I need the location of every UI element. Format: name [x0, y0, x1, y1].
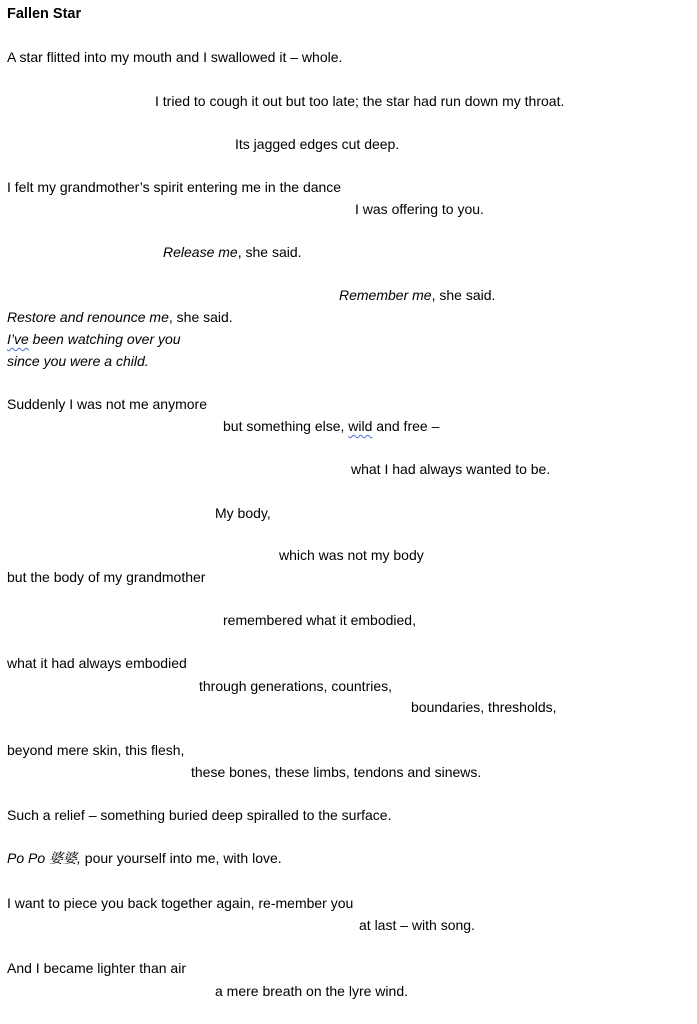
poem-text: , she said.	[237, 244, 302, 260]
poem-line: beyond mere skin, this flesh,	[7, 742, 185, 758]
poem-line: I want to piece you back together again, re-member you	[7, 895, 354, 911]
poem-text: and free –	[372, 418, 440, 434]
poem-line: at last – with song.	[359, 917, 475, 933]
poem-line: which was not my body	[279, 547, 424, 563]
poem-text: pour yourself into me, with love.	[80, 850, 282, 866]
poem-line: I was offering to you.	[355, 201, 484, 217]
poem-line: a mere breath on the lyre wind.	[215, 983, 408, 999]
poem-line: A star flitted into my mouth and I swallowed it – whole.	[7, 49, 343, 65]
poem-line: what I had always wanted to be.	[351, 461, 551, 477]
poem-line	[7, 849, 282, 867]
poem-text: , she said.	[168, 309, 233, 325]
italic-text: Remember me	[339, 287, 432, 303]
poem-text: , she said.	[431, 287, 496, 303]
spellcheck-word[interactable]: I’ve	[7, 331, 29, 347]
poem-line: what it had always embodied	[7, 655, 187, 671]
poem-line: since you were a child.	[7, 353, 149, 369]
poem-line: My body,	[215, 505, 271, 521]
poem-line: remembered what it embodied,	[223, 612, 416, 628]
poem-line: but the body of my grandmother	[7, 569, 206, 585]
italic-text: Release me	[163, 244, 238, 260]
poem-line: these bones, these limbs, tendons and sinews.	[191, 764, 482, 780]
poem-line	[7, 308, 233, 326]
poem-line: I felt my grandmother’s spirit entering me in the dance	[7, 179, 342, 195]
poem-title: Fallen Star	[7, 6, 82, 22]
spellcheck-word[interactable]: wild	[348, 418, 373, 434]
poem-text: but something else,	[223, 418, 349, 434]
poem-line	[7, 330, 181, 348]
poem-line	[223, 417, 439, 435]
poem-line: And I became lighter than air	[7, 960, 186, 976]
poem-line	[163, 243, 302, 261]
poem-line	[339, 286, 495, 304]
poem-line: through generations, countries,	[199, 678, 393, 694]
poem-line: Such a relief – something buried deep spiralled to the surface.	[7, 807, 392, 823]
italic-text: Po Po 婆婆,	[7, 850, 81, 866]
poem-line: Its jagged edges cut deep.	[235, 136, 400, 152]
poem-line: Suddenly I was not me anymore	[7, 396, 207, 412]
poem-line: I tried to cough it out but too late; the star had run down my throat.	[155, 93, 565, 109]
italic-text: Restore and renounce me	[7, 309, 169, 325]
poem-text: been watching over you	[28, 331, 181, 347]
poem-line: boundaries, thresholds,	[411, 699, 557, 715]
